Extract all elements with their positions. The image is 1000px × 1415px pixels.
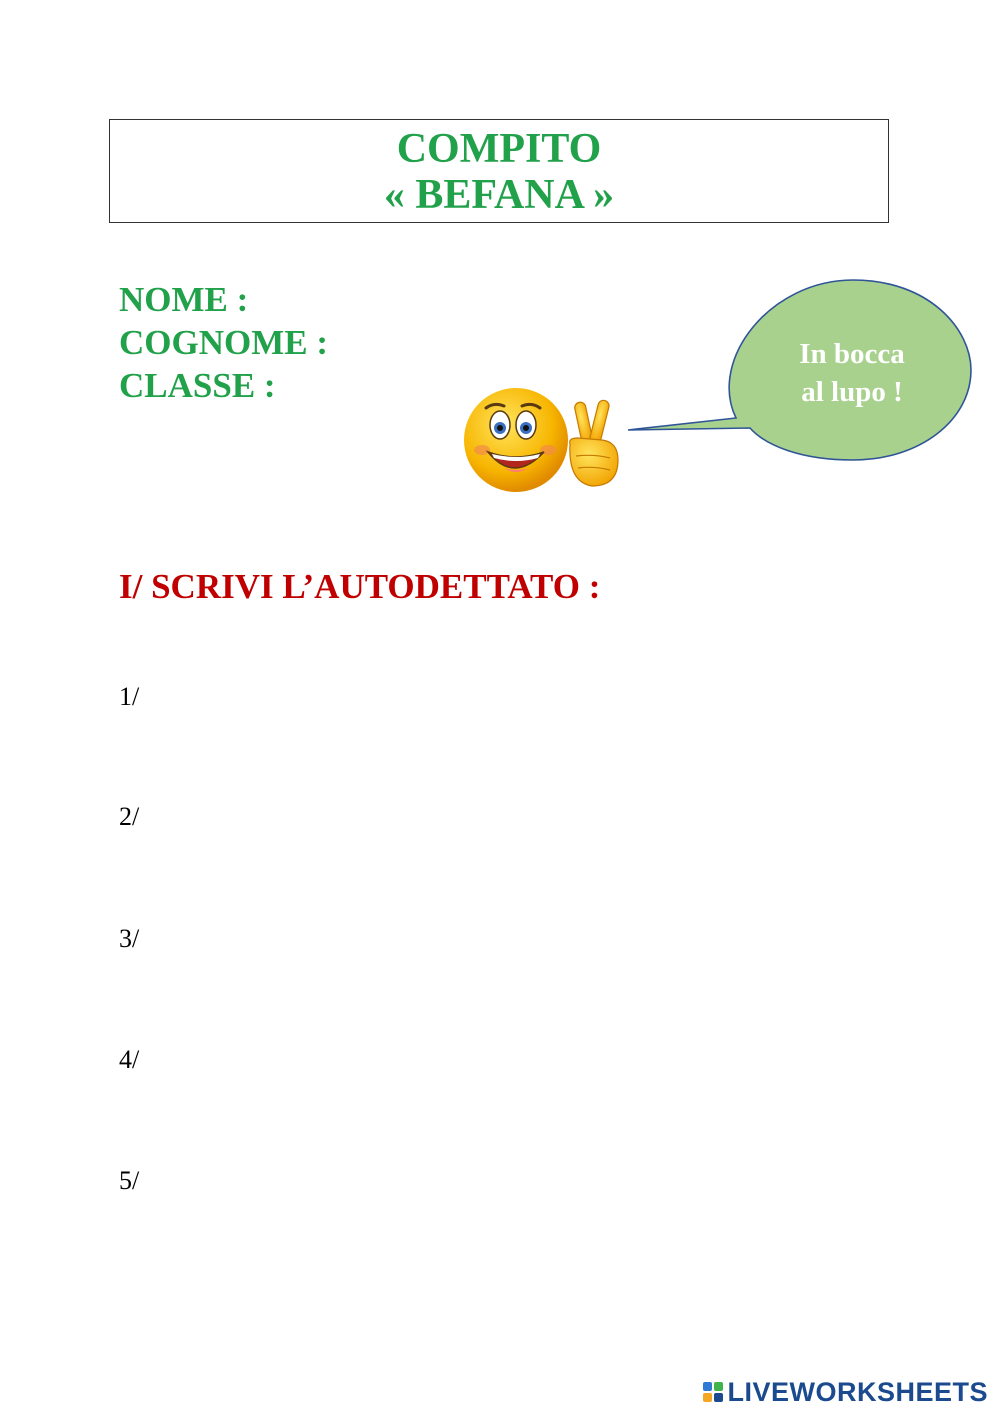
title-box xyxy=(109,119,889,223)
list-item: 3/ xyxy=(119,924,140,953)
list-item: 4/ xyxy=(119,1045,140,1074)
list-item: 2/ xyxy=(119,802,140,831)
speech-line-2: al lupo ! xyxy=(801,376,903,408)
name-label: NOME : xyxy=(119,280,249,319)
title-line-1: COMPITO xyxy=(396,126,602,172)
logo-blocks-icon xyxy=(703,1382,723,1402)
liveworksheets-logo xyxy=(703,1375,988,1409)
list-item: 5/ xyxy=(119,1166,140,1195)
brand-text: LIVEWORKSHEETS xyxy=(727,1376,988,1407)
smiley-peace-sign-icon xyxy=(460,380,630,500)
speech-bubble-text xyxy=(736,335,968,411)
peace-hand-icon xyxy=(570,399,618,486)
student-info-fields xyxy=(119,278,328,407)
speech-line-1: In bocca xyxy=(799,338,905,370)
surname-label: COGNOME : xyxy=(119,323,329,362)
list-item: 1/ xyxy=(119,682,140,711)
title-line-2: « BEFANA » xyxy=(383,172,615,218)
section-heading: I/ SCRIVI L’AUTODETTATO : xyxy=(119,567,601,606)
class-label: CLASSE : xyxy=(119,366,276,405)
